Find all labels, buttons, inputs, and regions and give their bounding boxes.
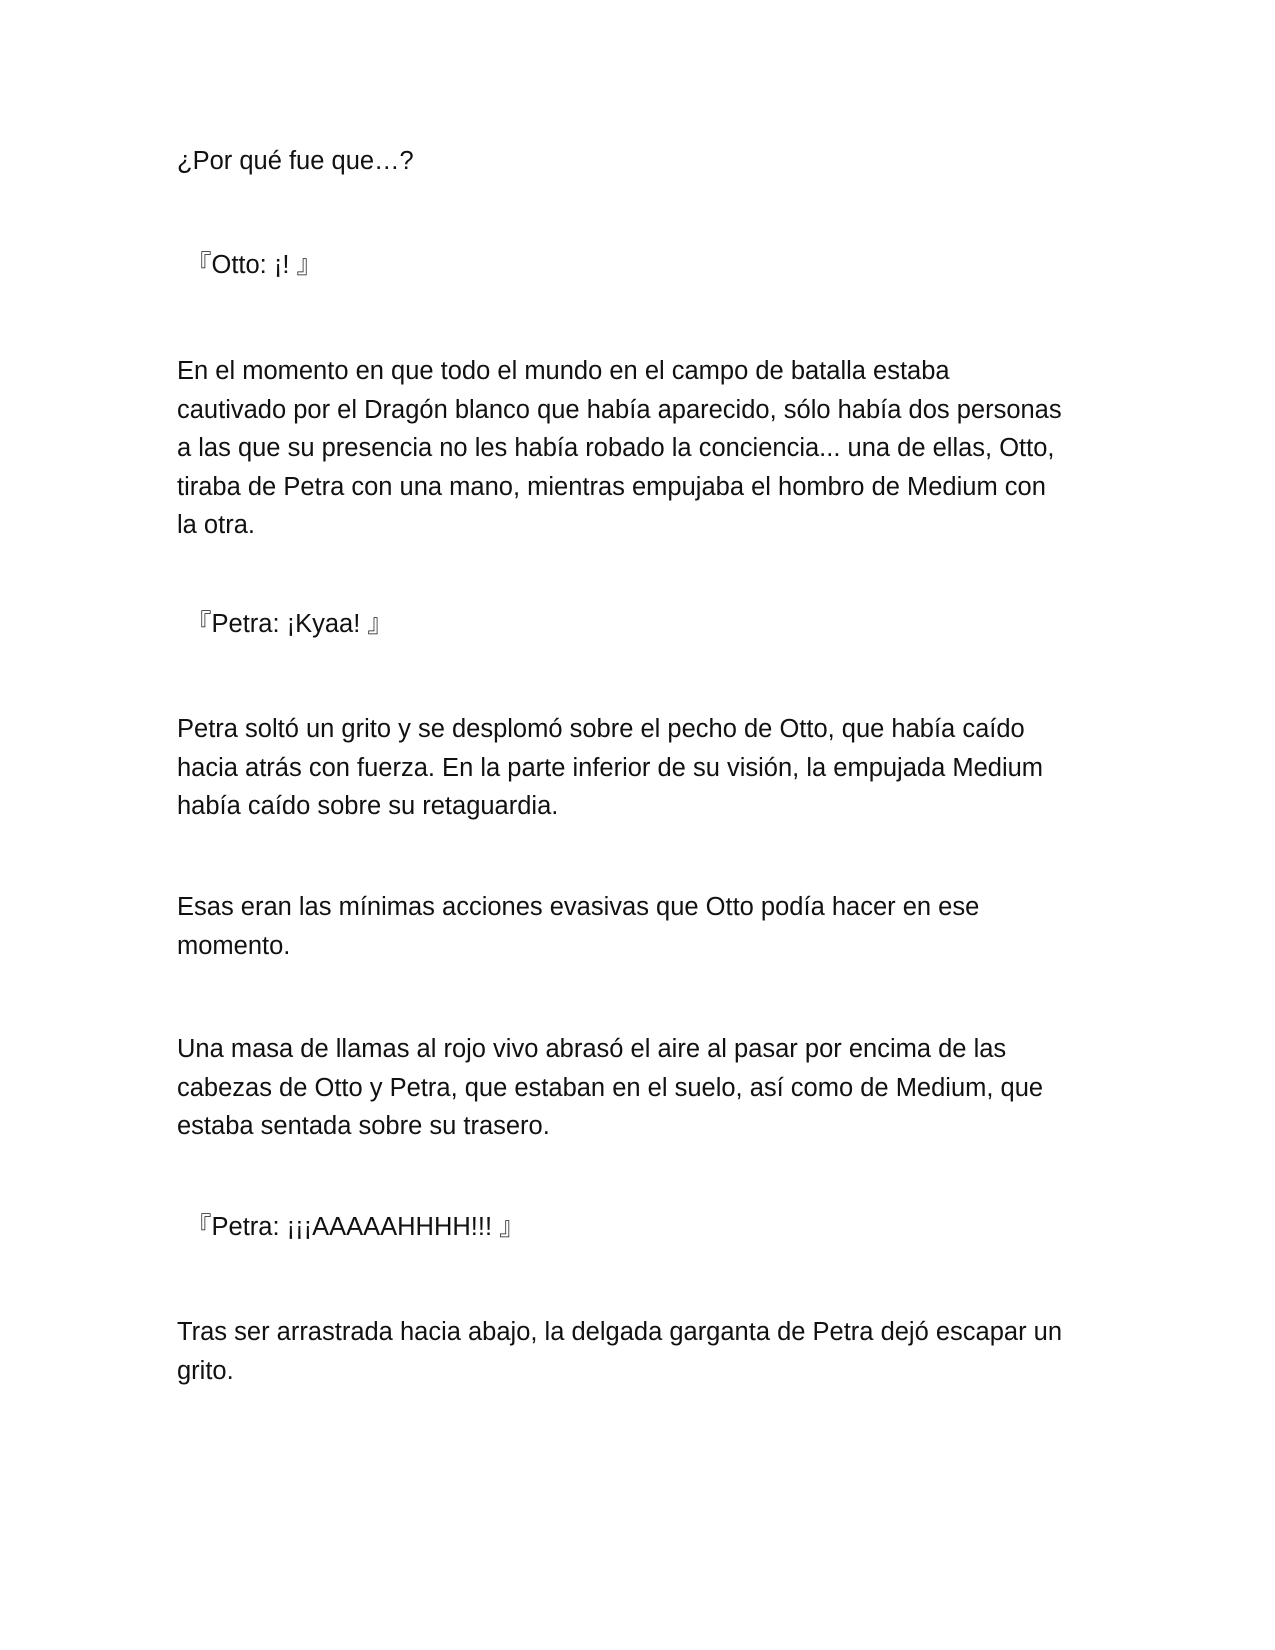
text-line: ¿Por qué fue que…? [177, 147, 414, 175]
text-line: Tras ser arrastrada hacia abajo, la delgada garganta de Petra dejó escapar un [177, 1318, 1063, 1346]
text-line: Petra soltó un grito y se desplomó sobre el pecho de Otto, que había caído [177, 715, 1025, 743]
text-line: cabezas de Otto y Petra, que estaban en el suelo, así como de Medium, que [177, 1073, 1044, 1102]
dialogue-otto [186, 246, 1116, 285]
paragraph-1 [177, 142, 1107, 181]
text-line: Esas eran las mínimas acciones evasivas que Otto podía hacer en ese [177, 893, 980, 921]
text-line: 『Petra: ¡Kyaa! 』 [186, 610, 393, 638]
paragraph-7 [177, 1030, 1107, 1146]
text-line: cautivado por el Dragón blanco que había aparecido, sólo había dos personas [177, 395, 1062, 424]
paragraph-3 [177, 352, 1107, 545]
text-line: a las que su presencia no les había robado la conciencia... una de ellas, Otto, [177, 434, 1055, 462]
text-line: había caído sobre su retaguardia. [177, 792, 559, 820]
paragraph-9 [177, 1313, 1107, 1390]
dialogue-petra-1 [186, 605, 1116, 644]
text-line: En el momento en que todo el mundo en el campo de batalla estaba [177, 357, 950, 385]
text-line: estaba sentada sobre su trasero. [177, 1112, 550, 1140]
paragraph-5 [177, 710, 1107, 826]
text-line: 『Petra: ¡¡¡AAAAAHHHH!!! 』 [186, 1213, 525, 1241]
dialogue-petra-2 [186, 1208, 1116, 1247]
text-line: momento. [177, 931, 291, 960]
text-line: grito. [177, 1356, 234, 1385]
text-line: Una masa de llamas al rojo vivo abrasó el aire al pasar por encima de las [177, 1035, 1007, 1063]
text-line: tiraba de Petra con una mano, mientras empujaba el hombro de Medium con [177, 472, 1046, 501]
text-line: la otra. [177, 511, 255, 539]
text-line: 『Otto: ¡! 』 [186, 251, 323, 279]
text-line: hacia atrás con fuerza. En la parte inferior de su visión, la empujada Medium [177, 753, 1044, 782]
paragraph-6 [177, 888, 1107, 965]
